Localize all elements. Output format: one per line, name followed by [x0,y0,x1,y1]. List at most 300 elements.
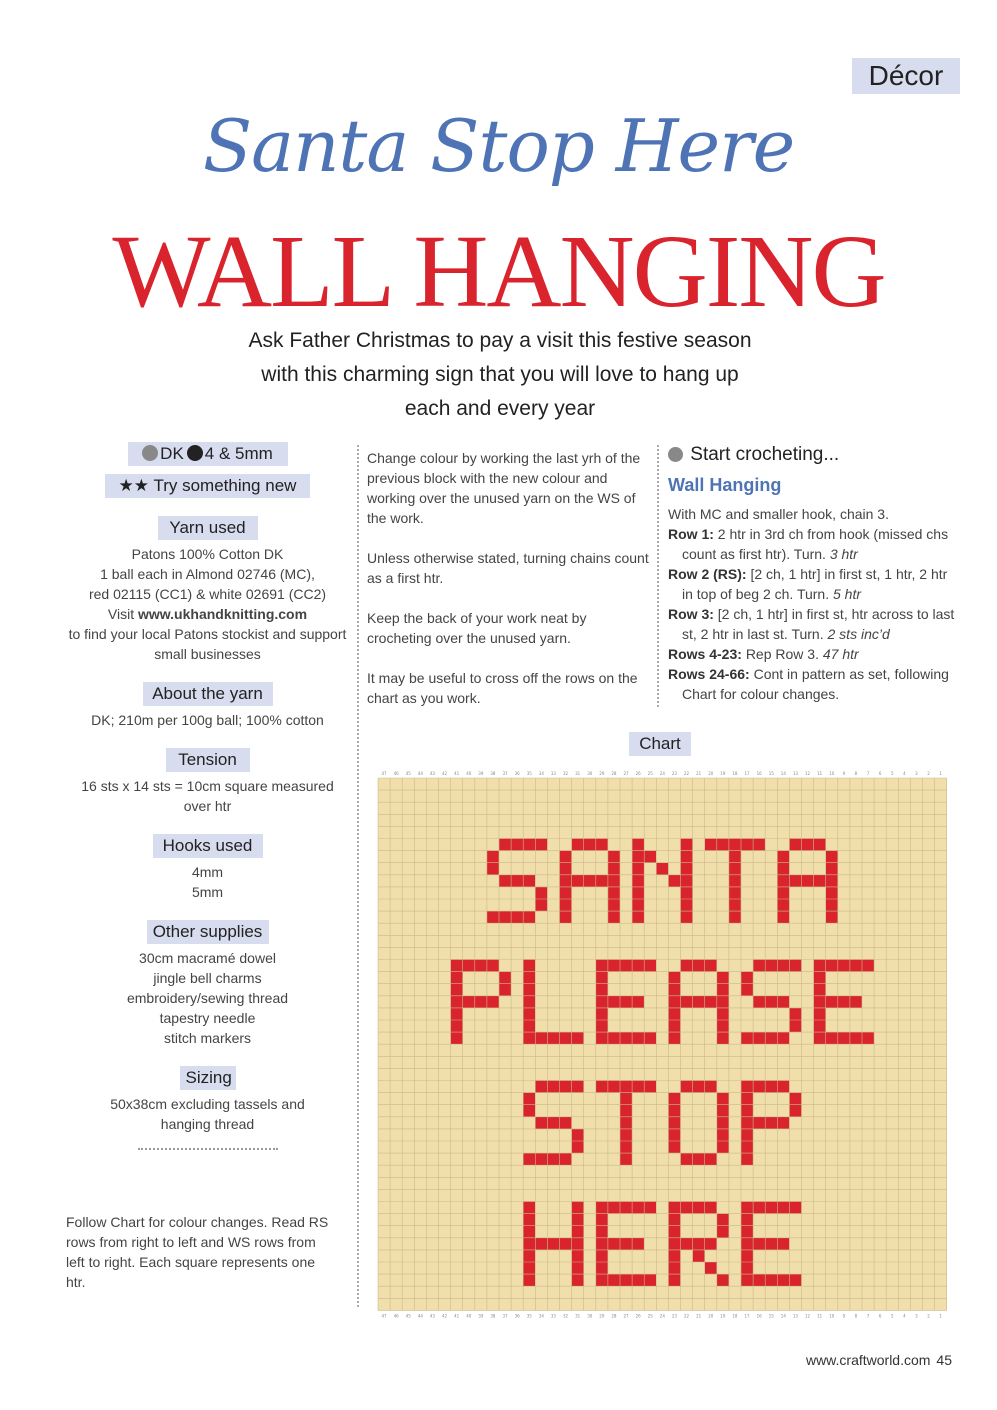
chart-stitch-cc1 [814,972,826,984]
chart-stitch-cc1 [668,1202,680,1214]
chart-stitch-cc1 [668,1226,680,1238]
visit-link[interactable]: www.ukhandknitting.com [138,606,308,622]
chart-column-number: 2 [927,1313,930,1319]
chart-stitch-cc1 [717,1032,729,1044]
chart-column-number: 36 [514,1313,520,1319]
chart-stitch-cc1 [741,1141,753,1153]
chart-stitch-cc1 [765,1274,777,1286]
chart-column-number: 3 [915,1313,918,1319]
chart-stitch-cc1 [632,1202,644,1214]
chart-stitch-cc1 [523,875,535,887]
dotted-divider [138,1148,278,1150]
sizing-text: 50x38cm excluding tassels and hanging thread [110,1096,305,1132]
about-yarn-text: DK; 210m per 100g ball; 100% cotton [91,712,324,728]
chart-stitch-cc1 [547,1032,559,1044]
chart-stitch-cc1 [802,839,814,851]
chart-column-number: 28 [611,771,617,776]
chart-stitch-cc1 [668,1020,680,1032]
chart-stitch-cc1 [777,1081,789,1093]
chart-stitch-cc1 [523,1105,535,1117]
chart-stitch-cc1 [741,1214,753,1226]
chart-column-number: 7 [866,1313,870,1319]
chart-stitch-cc1 [572,1226,584,1238]
chart-column-number: 29 [599,1313,605,1319]
chart-column-number: 18 [732,771,738,776]
chart-stitch-cc1 [644,960,656,972]
chart-column-number: 32 [563,771,569,776]
chart-stitch-cc1 [560,1117,572,1129]
chart-stitch-cc1 [632,851,644,863]
chart-column-number: 44 [417,1313,423,1319]
chart-stitch-cc1 [729,851,741,863]
yarn-ball-icon [142,445,158,461]
chart-stitch-cc1 [620,1093,632,1105]
chart-stitch-cc1 [693,1250,705,1262]
chart-stitch-cc1 [729,875,741,887]
chart-column-number: 7 [866,771,870,776]
chart-stitch-cc1 [620,1105,632,1117]
chart-stitch-cc1 [560,1032,572,1044]
chart-column-number: 27 [623,1313,629,1319]
intro-text [160,324,840,426]
chart-stitch-cc1 [717,972,729,984]
chart-column-number: 39 [478,771,484,776]
chart-stitch-cc1 [523,1226,535,1238]
chart-stitch-cc1 [789,1008,801,1020]
chart-stitch-cc1 [826,887,838,899]
chart-stitch-cc1 [511,911,523,923]
chart-stitch-cc1 [560,875,572,887]
chart-stitch-cc1 [523,1274,535,1286]
chart-stitch-cc1 [717,1226,729,1238]
chart-stitch-cc1 [668,1032,680,1044]
supply-item: embroidery/sewing thread [126,990,289,1006]
yarn-line-1: Patons 100% Cotton DK [131,546,284,562]
chart-stitch-cc1 [826,863,838,875]
chart-stitch-cc1 [765,1117,777,1129]
chart-stitch-cc1 [560,1153,572,1165]
chart-stitch-cc1 [572,839,584,851]
chart-stitch-cc1 [499,984,511,996]
chart-stitch-cc1 [596,1226,608,1238]
chart-stitch-cc1 [668,875,680,887]
chart-stitch-cc1 [777,887,789,899]
chart-stitch-cc1 [741,1202,753,1214]
column-divider [357,445,359,1307]
chart-stitch-cc1 [838,1032,850,1044]
chart-column-number: 47 [381,1313,387,1319]
chart-stitch-cc1 [523,1032,535,1044]
chart-stitch-cc1 [777,996,789,1008]
chart-stitch-cc1 [705,1238,717,1250]
pattern-row: Row 3: [2 ch, 1 htr] in first st, htr across to last st, 2 htr in last st. Turn. 2 sts inc’d [668,606,955,642]
chart-stitch-cc1 [560,899,572,911]
page-footer [760,1352,952,1368]
chart-stitch-cc1 [765,960,777,972]
pattern-row: Rows 24-66: Cont in pattern as set, following Chart for colour changes. [668,666,949,702]
chart-stitch-cc1 [717,1274,729,1286]
chart-stitch-cc1 [741,1093,753,1105]
chart-column-number: 2 [927,771,930,776]
chart-stitch-cc1 [765,1202,777,1214]
chart-column-number: 30 [587,771,593,776]
chart-stitch-cc1 [451,1032,463,1044]
chart-stitch-cc1 [681,1153,693,1165]
chart-column-number: 40 [466,1313,472,1319]
chart-stitch-cc1 [523,960,535,972]
chart-stitch-cc1 [681,960,693,972]
chart-stitch-cc1 [777,851,789,863]
chart-column-number: 15 [768,771,774,776]
chart-stitch-cc1 [499,911,511,923]
chart-stitch-cc1 [547,1081,559,1093]
chart-stitch-cc1 [765,1081,777,1093]
chart-stitch-cc1 [535,899,547,911]
chart-stitch-cc1 [596,1250,608,1262]
chart-stitch-cc1 [572,1250,584,1262]
chart-stitch-cc1 [572,1262,584,1274]
chart-stitch-cc1 [826,996,838,1008]
chart-stitch-cc1 [596,1032,608,1044]
chart-stitch-cc1 [620,960,632,972]
chart-stitch-cc1 [729,911,741,923]
chart-column-number: 5 [890,1313,894,1319]
chart-stitch-cc1 [814,996,826,1008]
chart-stitch-cc1 [717,1214,729,1226]
chart-stitch-cc1 [753,1238,765,1250]
chart-stitch-cc1 [632,1081,644,1093]
chart-stitch-cc1 [608,887,620,899]
intro-line-1: Ask Father Christmas to pay a visit this festive season [248,329,752,352]
specs-column [60,442,355,1150]
chart-stitch-cc1 [789,960,801,972]
footer-site: www.craftworld.com [805,1352,931,1368]
chart-stitch-cc1 [765,996,777,1008]
supplies-heading: Other supplies [147,920,269,944]
chart-stitch-cc1 [596,1214,608,1226]
chart-column-number: 16 [756,771,762,776]
chart-column-number: 1 [939,1313,942,1319]
chart-column-number: 24 [659,1313,665,1319]
chart-stitch-cc1 [608,911,620,923]
chart-column-number: 21 [696,771,702,776]
chart-stitch-cc1 [535,887,547,899]
chart-stitch-cc1 [826,899,838,911]
chart-stitch-cc1 [668,1274,680,1286]
chart-stitch-cc1 [668,972,680,984]
chart-stitch-cc1 [717,1093,729,1105]
chart-column-number: 14 [780,1313,786,1319]
chart-stitch-cc1 [753,1202,765,1214]
chart-stitch-cc1 [668,1262,680,1274]
chart-stitch-cc1 [789,839,801,851]
chart-stitch-cc1 [717,1141,729,1153]
chart-column-number: 42 [442,1313,448,1319]
chart-stitch-cc1 [523,1214,535,1226]
chart-column-number: 10 [829,771,835,776]
chart-stitch-cc1 [753,839,765,851]
chart-stitch-cc1 [620,1129,632,1141]
chart-stitch-cc1 [572,1081,584,1093]
chart-stitch-cc1 [463,996,475,1008]
chart-stitch-cc1 [584,875,596,887]
chart-column-number: 41 [454,1313,460,1319]
chart-note: Follow Chart for colour changes. Read RS rows from right to left and WS rows from left to right. Each square represents one htr. [66,1214,329,1290]
chart-stitch-cc1 [523,1093,535,1105]
chart-stitch-cc1 [765,1032,777,1044]
chart-stitch-cc1 [681,1081,693,1093]
chart-stitch-cc1 [777,1032,789,1044]
chart-stitch-cc1 [608,1081,620,1093]
chart-column-number: 47 [381,771,387,776]
chart-stitch-cc1 [584,839,596,851]
chart-stitch-cc1 [547,1153,559,1165]
page-number: 45 [936,1352,952,1368]
intro-line-2: with this charming sign that you will love to hang up [261,363,739,386]
chart-stitch-cc1 [644,1032,656,1044]
chart-column-number: 11 [817,771,823,776]
chart-stitch-cc1 [777,911,789,923]
chart-stitch-cc1 [451,960,463,972]
chart-stitch-cc1 [620,996,632,1008]
chart-stitch-cc1 [814,875,826,887]
supply-item: tapestry needle [159,1010,256,1026]
yarn-heading: Yarn used [158,516,258,540]
chart-stitch-cc1 [596,996,608,1008]
chart-stitch-cc1 [596,1081,608,1093]
chart-stitch-cc1 [560,887,572,899]
title-script: Santa Stop Here [202,104,795,188]
chart-stitch-cc1 [681,911,693,923]
chart-stitch-cc1 [487,911,499,923]
yarn-ball-icon [668,447,683,462]
chart-stitch-cc1 [632,1238,644,1250]
chart-stitch-cc1 [632,1274,644,1286]
chart-stitch-cc1 [608,1032,620,1044]
pattern-row: Row 2 (RS): [2 ch, 1 htr] in first st, 1 htr, 2 htr in top of beg 2 ch. Turn. 5 htr [668,566,948,602]
chart-column-number: 25 [647,771,653,776]
chart-stitch-cc1 [705,960,717,972]
chart-stitch-cc1 [668,1238,680,1250]
chart-stitch-cc1 [814,1032,826,1044]
chart-stitch-cc1 [560,1238,572,1250]
supply-item: stitch markers [163,1030,252,1046]
chart-column-number: 16 [756,1313,762,1319]
chart-stitch-cc1 [741,1262,753,1274]
chart-stitch-cc1 [535,1081,547,1093]
title-main: WALL HANGING [112,214,885,329]
chart-column-number: 45 [405,771,411,776]
chart-stitch-cc1 [741,1274,753,1286]
chart-stitch-cc1 [596,875,608,887]
chart-column-number: 15 [768,1313,774,1319]
chart-stitch-cc1 [741,1226,753,1238]
chart-stitch-cc1 [535,1238,547,1250]
chart-stitch-cc1 [693,960,705,972]
chart-stitch-cc1 [741,839,753,851]
chart-stitch-cc1 [547,1238,559,1250]
chart-column-number: 19 [720,771,726,776]
chart-column-number: 40 [466,771,472,776]
chart-column-number: 11 [817,1313,823,1319]
chart-stitch-cc1 [451,1008,463,1020]
column-divider [657,445,659,707]
chart-stitch-cc1 [693,1153,705,1165]
chart-stitch-cc1 [814,984,826,996]
chart-stitch-cc1 [608,1274,620,1286]
chart-column-number: 19 [720,1313,726,1319]
chart-column-number: 27 [623,771,629,776]
chart-stitch-cc1 [632,996,644,1008]
chart-column-number: 20 [708,1313,714,1319]
chart-stitch-cc1 [668,996,680,1008]
chart-stitch-cc1 [668,1141,680,1153]
chart-stitch-cc1 [668,1250,680,1262]
chart-stitch-cc1 [608,851,620,863]
chart-svg [362,768,960,1319]
chart-stitch-cc1 [523,972,535,984]
chart-stitch-cc1 [705,1262,717,1274]
chart-stitch-cc1 [632,863,644,875]
chart-column-number: 14 [780,771,786,776]
notes-column [367,448,651,728]
chart-column-number: 38 [490,1313,496,1319]
chart-column-number: 12 [805,771,811,776]
supply-item: jingle bell charms [153,970,262,986]
yarn-line-2: 1 ball each in Almond 02746 (MC), [100,566,315,582]
chart-stitch-cc1 [777,863,789,875]
chart-stitch-cc1 [838,996,850,1008]
chart-column-number: 30 [587,1313,593,1319]
chart-stitch-cc1 [693,996,705,1008]
chart-stitch-cc1 [560,911,572,923]
chart-stitch-cc1 [608,899,620,911]
yarn-hook-badge [128,442,288,466]
chart-stitch-cc1 [729,899,741,911]
chart-stitch-cc1 [705,839,717,851]
chart-stitch-cc1 [741,1153,753,1165]
chart-stitch-cc1 [535,1117,547,1129]
chart-stitch-cc1 [620,1153,632,1165]
chart-stitch-cc1 [741,1250,753,1262]
chart-stitch-cc1 [729,839,741,851]
chart-stitch-cc1 [523,911,535,923]
chart-stitch-cc1 [789,1105,801,1117]
chart-column-number: 37 [502,1313,508,1319]
pattern-heading [668,442,960,468]
chart-column-number: 35 [526,1313,532,1319]
chart-stitch-cc1 [644,1202,656,1214]
chart-column-number: 8 [854,771,858,776]
chart-stitch-cc1 [487,851,499,863]
chart-stitch-cc1 [572,1202,584,1214]
chart-stitch-cc1 [632,899,644,911]
chart-stitch-cc1 [451,984,463,996]
chart-column-number: 6 [878,771,882,776]
chart-column-number: 22 [684,1313,690,1319]
chart-stitch-cc1 [826,1032,838,1044]
pattern-row: Rows 4-23: Rep Row 3. 47 htr [668,646,859,662]
note-item: Keep the back of your work neat by crocheting over the unused yarn. [367,610,587,646]
chart-stitch-cc1 [789,1020,801,1032]
chart-stitch-cc1 [596,1262,608,1274]
chart-stitch-cc1 [693,1202,705,1214]
hook-icon [187,445,203,461]
chart-stitch-cc1 [596,972,608,984]
chart-stitch-cc1 [523,984,535,996]
chart-column-number: 25 [647,1313,653,1319]
pattern-intro: With MC and smaller hook, chain 3. [668,506,889,522]
chart-stitch-cc1 [777,1238,789,1250]
chart-stitch-cc1 [523,1238,535,1250]
chart-stitch-cc1 [620,1274,632,1286]
chart-stitch-cc1 [475,960,487,972]
chart-stitch-cc1 [572,1141,584,1153]
chart-column-number: 43 [429,771,435,776]
chart-stitch-cc1 [632,875,644,887]
chart-stitch-cc1 [523,1250,535,1262]
chart-stitch-cc1 [608,863,620,875]
chart-stitch-cc1 [729,887,741,899]
chart-stitch-cc1 [608,1202,620,1214]
yarn-line-3: red 02115 (CC1) & white 02691 (CC2) [88,586,327,602]
chart-stitch-cc1 [717,1020,729,1032]
chart-column-number: 26 [635,1313,641,1319]
chart-column-number: 41 [454,771,460,776]
chart-stitch-cc1 [487,863,499,875]
chart-stitch-cc1 [572,1129,584,1141]
tension-text: 16 sts x 14 sts = 10cm square measured over htr [81,778,334,814]
chart-column-number: 33 [550,1313,556,1319]
chart-column-number: 31 [575,1313,581,1319]
chart-stitch-cc1 [656,863,668,875]
chart-column-number: 1 [939,771,942,776]
chart-stitch-cc1 [741,984,753,996]
hook-item-1: 4mm [191,864,224,880]
chart-column-number: 17 [744,1313,750,1319]
chart-stitch-cc1 [668,1117,680,1129]
chart-stitch-cc1 [620,1141,632,1153]
supply-item: 30cm macramé dowel [139,950,276,966]
chart-stitch-cc1 [705,996,717,1008]
chart-stitch-cc1 [753,960,765,972]
chart-stitch-cc1 [862,1032,874,1044]
chart-stitch-cc1 [523,839,535,851]
chart-column-number: 21 [696,1313,702,1319]
chart-stitch-cc1 [681,839,693,851]
chart-column-number: 3 [915,771,918,776]
chart-stitch-cc1 [632,1032,644,1044]
chart-stitch-cc1 [644,851,656,863]
chart-stitch-cc1 [668,984,680,996]
chart-stitch-cc1 [668,1105,680,1117]
chart-stitch-cc1 [451,1020,463,1032]
chart-stitch-cc1 [681,1238,693,1250]
chart-column-number: 23 [671,1313,677,1319]
chart-stitch-cc1 [826,875,838,887]
chart-stitch-cc1 [596,1238,608,1250]
chart-stitch-cc1 [620,1081,632,1093]
chart-stitch-cc1 [729,863,741,875]
chart-stitch-cc1 [535,1032,547,1044]
chart-stitch-cc1 [560,1081,572,1093]
chart-column-number: 32 [563,1313,569,1319]
chart-stitch-cc1 [705,1153,717,1165]
chart-stitch-cc1 [814,1008,826,1020]
chart-column-number: 42 [442,771,448,776]
chart-stitch-cc1 [523,996,535,1008]
chart-stitch-cc1 [789,1202,801,1214]
